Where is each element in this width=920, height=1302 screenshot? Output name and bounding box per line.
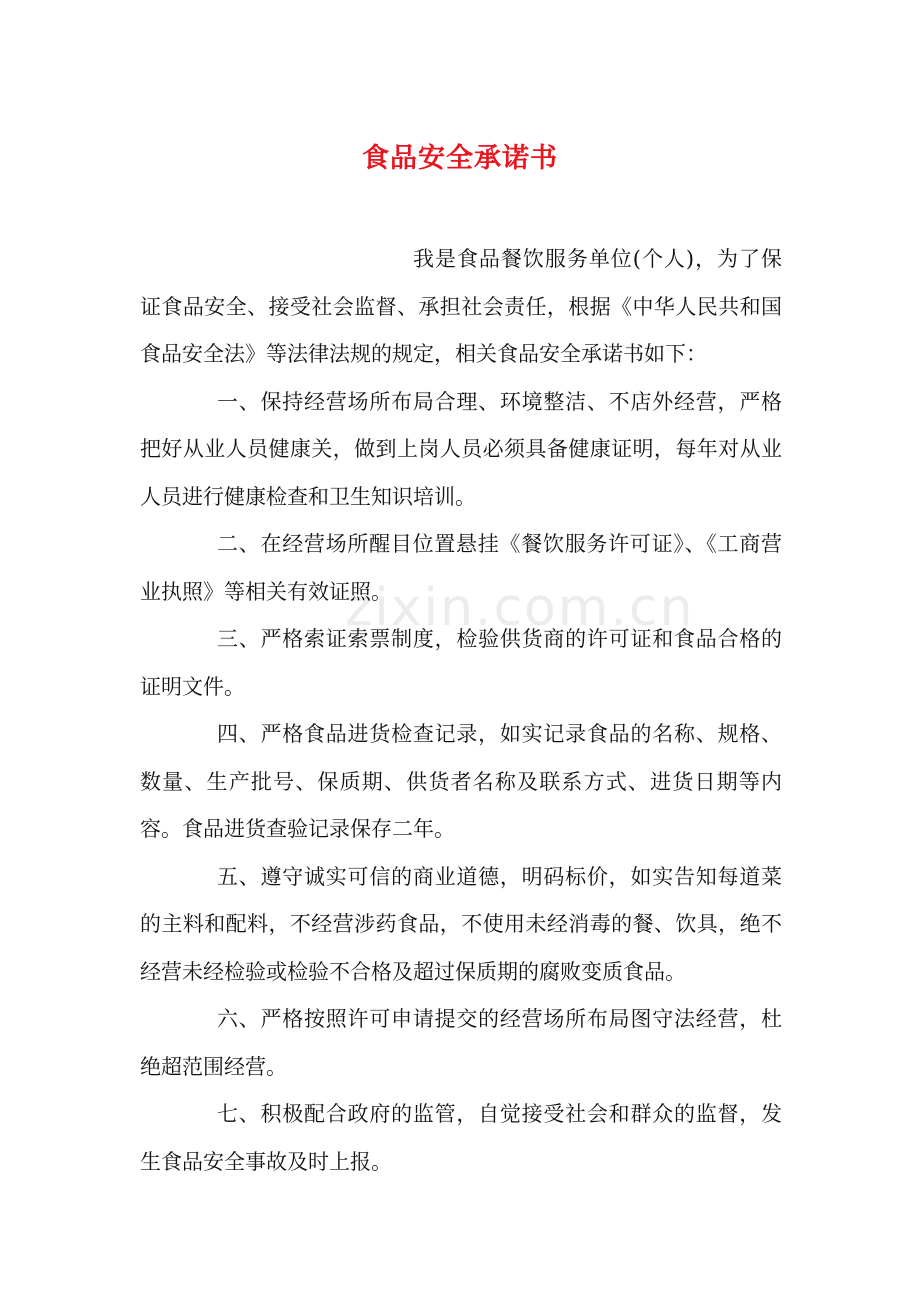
commitment-item-5: 五、遵守诚实可信的商业道德，明码标价，如实告知每道菜的主料和配料，不经营涉药食品，不使用未经消毒的餐、饮具，绝不经营未经检验或检验不合格及超过保质期的腐败变质食品。 [140, 864, 782, 984]
commitment-item-7: 七、积极配合政府的监管，自觉接受社会和群众的监督，发生食品安全事故及时上报。 [140, 1102, 782, 1174]
commitment-item-4: 四、严格食品进货检查记录，如实记录食品的名称、规格、数量、生产批号、保质期、供货者名称及联系方式、进货日期等内容。食品进货查验记录保存二年。 [140, 722, 782, 841]
commitment-item-1: 一、保持经营场所布局合理、环境整洁、不店外经营，严格把好从业人员健康关，做到上岗人员必须具备健康证明，每年对从业人员进行健康检查和卫生知识培训。 [140, 389, 782, 509]
document-body [140, 236, 782, 1186]
intro-paragraph: 我是食品餐饮服务单位(个人)，为了保证食品安全、接受社会监督、承担社会责任，根据《中华人民共和国食品安全法》等法律法规的规定，相关食品安全承诺书如下： [140, 247, 782, 366]
commitment-item-6: 六、严格按照许可申请提交的经营场所布局图守法经营，杜绝超范围经营。 [140, 1007, 782, 1079]
document-title: 食品安全承诺书 [362, 143, 558, 175]
commitment-item-2: 二、在经营场所醒目位置悬挂《餐饮服务许可证》、《工商营业执照》等相关有效证照。 [140, 532, 782, 604]
watermark: zixin.com.cn [345, 578, 695, 638]
commitment-item-3: 三、严格索证索票制度，检验供货商的许可证和食品合格的证明文件。 [140, 627, 782, 699]
